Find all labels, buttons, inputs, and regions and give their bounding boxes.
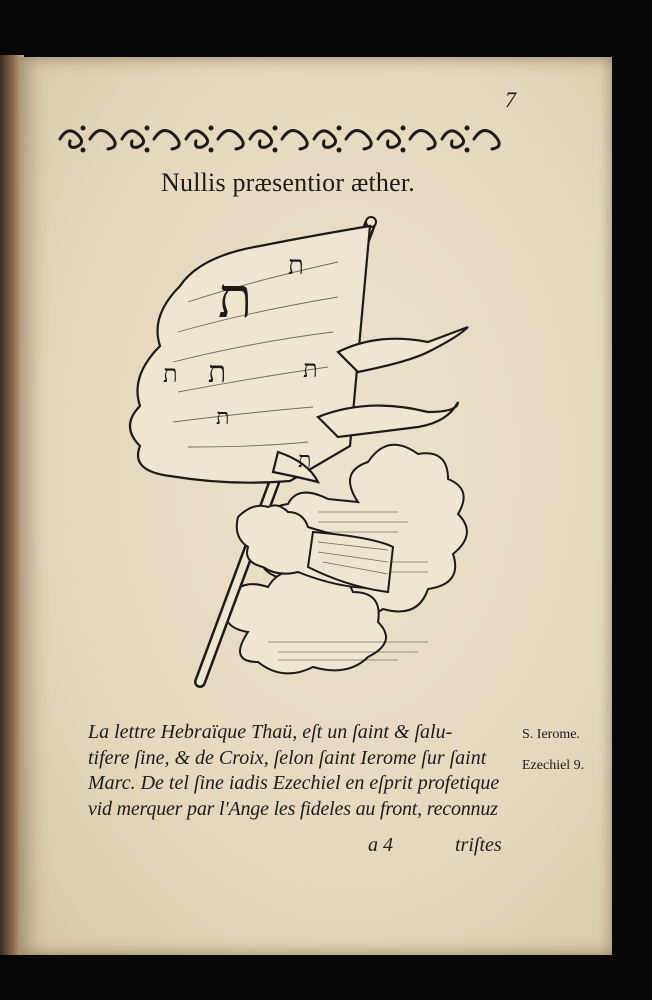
signature-mark: a 4	[368, 834, 393, 856]
marginal-note-ierome: S. Ierome.	[522, 727, 580, 742]
hebrew-tav-icon: ת	[303, 355, 318, 383]
page-number: 7	[505, 87, 516, 112]
text-line: Marc. De tel ſine iadis Ezechiel en eſprit profetique	[88, 772, 500, 794]
hebrew-tav-icon: ת	[288, 251, 304, 281]
woodcut-illustration	[118, 212, 478, 700]
hebrew-tav-icon: ת	[216, 405, 230, 430]
text-line: vid merquer par l'Ange les fideles au front, reconnuz	[88, 797, 498, 820]
text-line: La lettre Hebraïque Thaü, eſt un ſaint & ſalu-	[88, 721, 453, 743]
catchword: triſtes	[455, 834, 502, 856]
hebrew-tav-icon: ת	[208, 355, 227, 390]
text-line: tifere ſine, & de Croix, ſelon ſaint Ierome ſur ſaint	[88, 746, 487, 769]
marginal-note-ezechiel: Ezechiel 9.	[522, 758, 585, 773]
emblem-text	[88, 720, 518, 822]
hebrew-tav-icon: ת	[218, 266, 253, 331]
hebrew-tav-icon: ת	[163, 360, 178, 388]
ornamental-headpiece	[50, 120, 520, 158]
hebrew-tav-icon: ת	[298, 448, 312, 473]
emblem-motto: Nullis præsentior æther.	[161, 168, 415, 197]
